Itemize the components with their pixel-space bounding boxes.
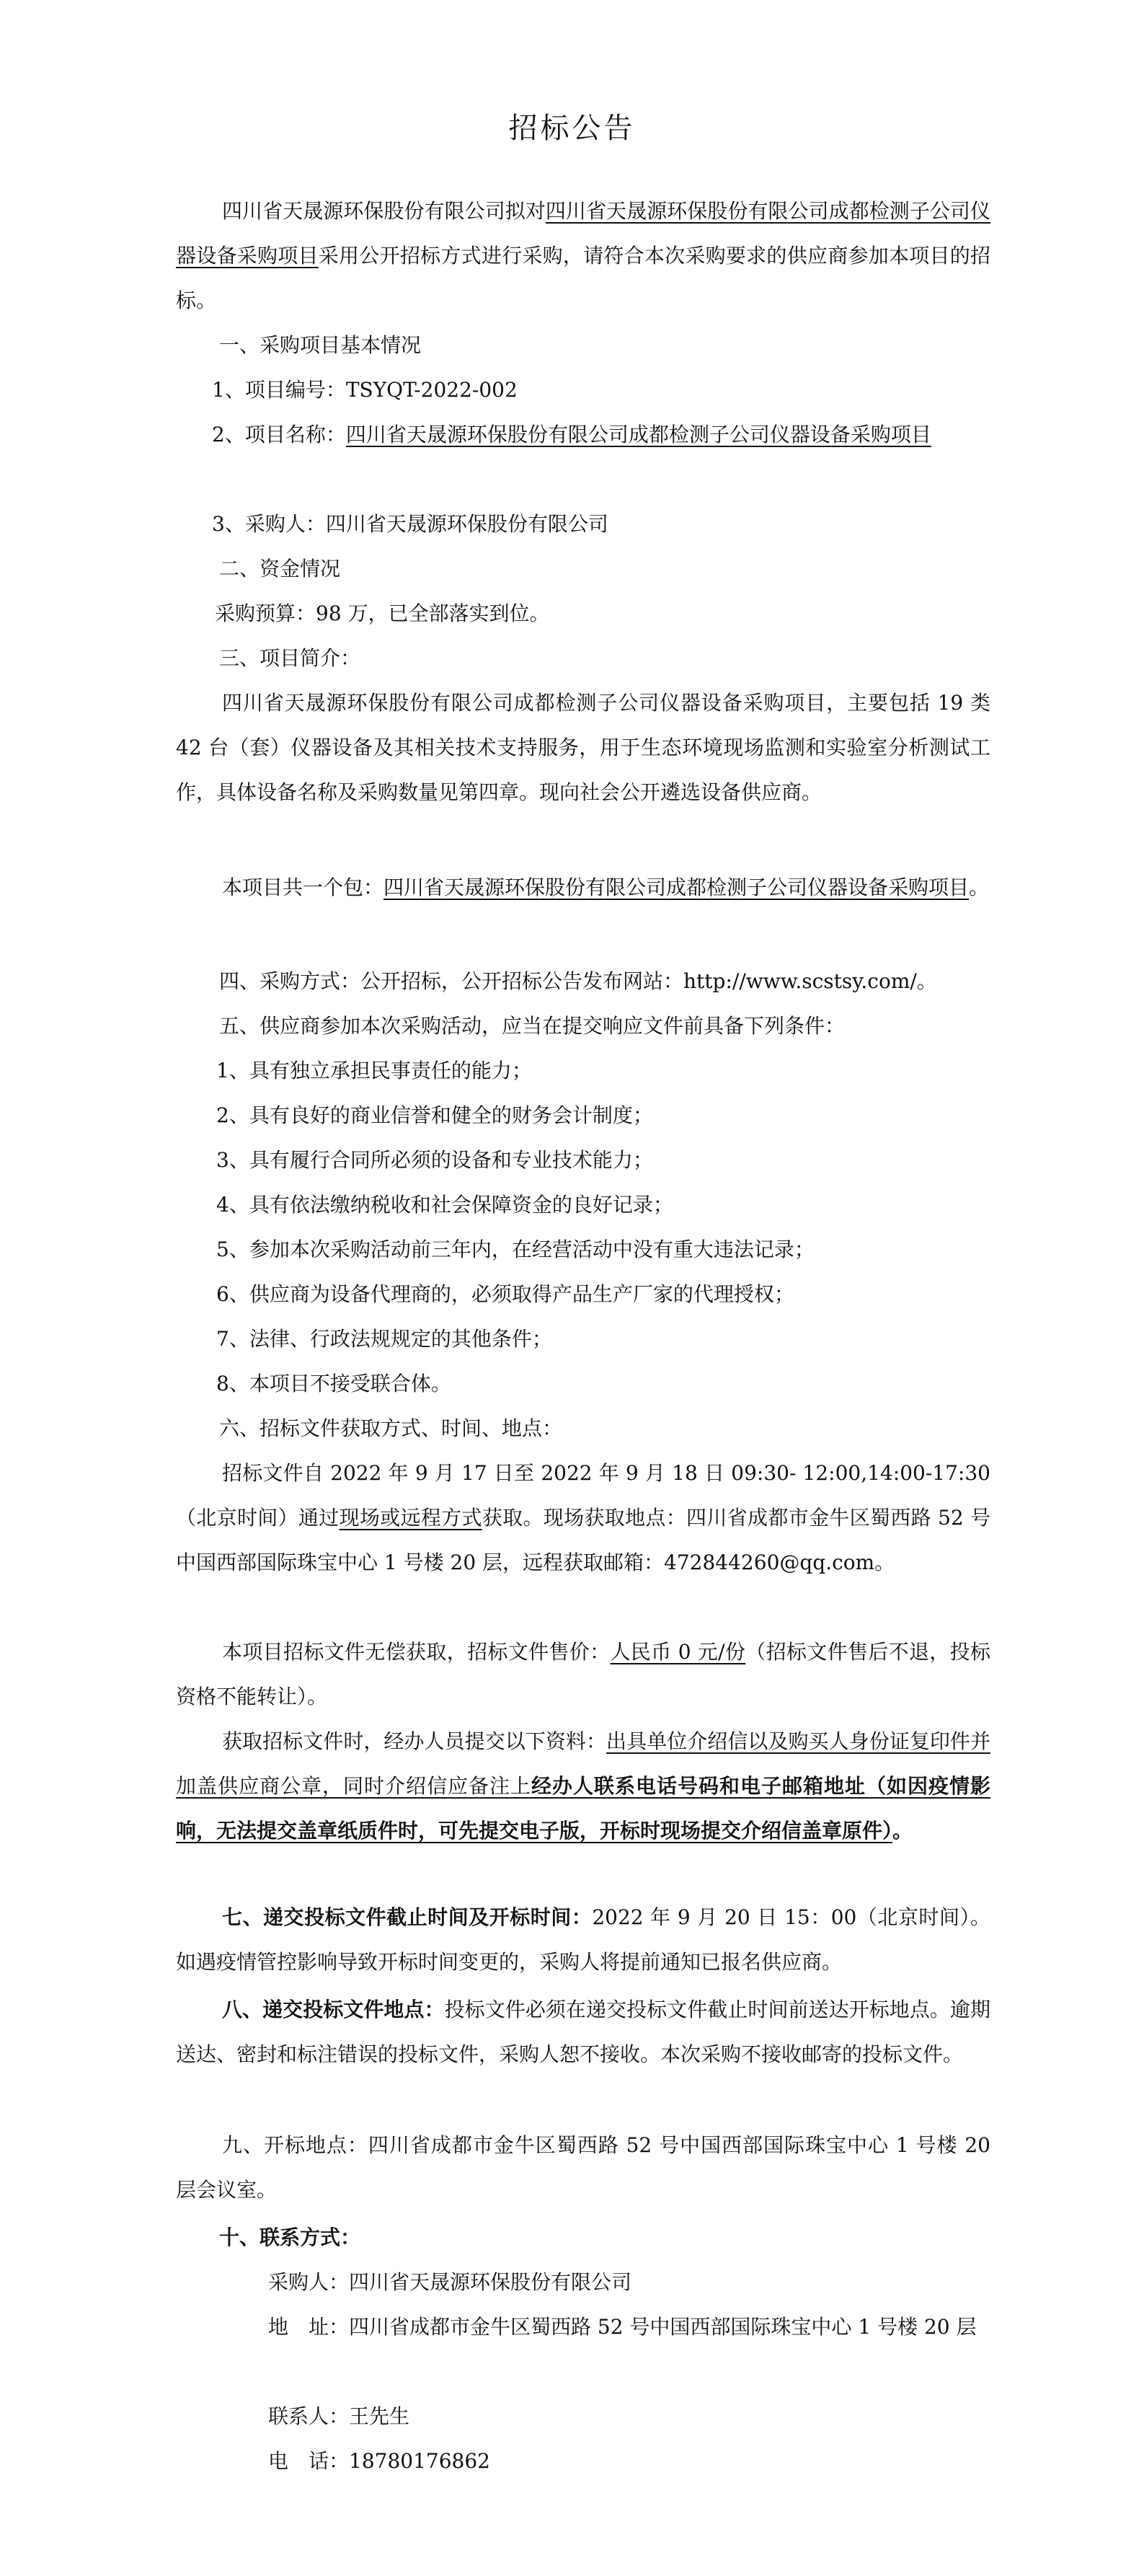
condition-3: 3、具有履行合同所必须的设备和专业技术能力； xyxy=(216,1148,653,1172)
package-pre: 本项目共一个包： xyxy=(222,875,384,899)
submission-place-paragraph xyxy=(176,1988,990,2077)
section-5-heading: 五、供应商参加本次采购活动，应当在提交响应文件前具备下列条件： xyxy=(219,1014,846,1038)
package-name: 四川省天晟源环保股份有限公司成都检测子公司仪器设备采购项目 xyxy=(383,875,970,899)
document-price-paragraph xyxy=(176,1630,990,1719)
contact-person: 联系人：王先生 xyxy=(268,2404,410,2428)
condition-4: 4、具有依法缴纳税收和社会保障资金的良好记录； xyxy=(216,1193,673,1217)
condition-8: 8、本项目不接受联合体。 xyxy=(216,1372,451,1395)
project-name-label: 2、项目名称： xyxy=(212,423,346,446)
condition-7: 7、法律、行政法规规定的其他条件； xyxy=(216,1327,552,1351)
section-2-heading: 二、资金情况 xyxy=(219,557,341,581)
intro-project-name: 四川省天晟源环保股份有限公司成都检测子公司仪器设备采购项目 xyxy=(176,199,990,268)
document-acquisition-paragraph xyxy=(176,1451,990,1585)
purchaser: 3、采购人：四川省天晟源环保股份有限公司 xyxy=(212,512,608,536)
opening-place: 九、开标地点：四川省成都市金牛区蜀西路 52 号中国西部国际珠宝中心 1 号楼 20 层会议室。 xyxy=(176,2133,990,2202)
condition-2: 2、具有良好的商业信誉和健全的财务会计制度； xyxy=(216,1103,653,1127)
project-summary: 四川省天晟源环保股份有限公司成都检测子公司仪器设备采购项目，主要包括 19 类 42 台（套）仪器设备及其相关技术支持服务，用于生态环境现场监测和实验室分析测试工作，具体设备名称及采购数量见第四章。现向社会公开遴选设备供应商。 xyxy=(176,691,990,804)
submission-place-body: 投标文件必须在递交投标文件截止时间前送达开标地点。逾期送达、密封和标注错误的投标文件，采购人恕不接收。本次采购不接收邮寄的投标文件。 xyxy=(176,1998,990,2066)
condition-6: 6、供应商为设备代理商的，必须取得产品生产厂家的代理授权； xyxy=(216,1282,794,1306)
page-title: 招标公告 xyxy=(508,112,636,145)
project-name-value: 四川省天晟源环保股份有限公司成都检测子公司仪器设备采购项目 xyxy=(345,423,931,446)
deadline-label: 七、递交投标文件截止时间及开标时间： xyxy=(222,1905,593,1929)
budget: 采购预算：98 万，已全部落实到位。 xyxy=(215,601,550,625)
package-post: 。 xyxy=(969,875,990,899)
contact-phone: 电 话：18780176862 xyxy=(268,2449,490,2473)
materials-end: 。 xyxy=(892,1819,913,1843)
price-pre: 本项目招标文件无偿获取，招标文件售价： xyxy=(222,1640,611,1664)
acquisition-time: 招标文件自 2022 年 9 月 17 日至 2022 年 9 月 18 日 09:30- 12:00,14:00-17:30（北京时间）通过 xyxy=(176,1461,990,1530)
condition-1: 1、具有独立承担民事责任的能力； xyxy=(216,1059,532,1082)
section-10-heading: 十、联系方式： xyxy=(219,2226,361,2249)
acquisition-method: 现场或远程方式 xyxy=(339,1506,482,1530)
intro-paragraph xyxy=(176,189,990,323)
acquisition-location: 获取。现场获取地点：四川省成都市金牛区蜀西路 52 号中国西部国际珠宝中心 1 号楼 20 层，远程获取邮箱：472844260@qq.com。 xyxy=(176,1506,990,1574)
intro-post: 采用公开招标方式进行采购，请符合本次采购要求的供应商参加本项目的招标。 xyxy=(176,244,990,312)
package-paragraph xyxy=(176,865,990,910)
section-3-heading: 三、项目简介： xyxy=(219,646,361,670)
deadline-body: 2022 年 9 月 20 日 15：00（北京时间）。如遇疫情管控影响导致开标时间变更的，采购人将提前通知已报名供应商。 xyxy=(176,1905,990,1974)
contact-address: 地 址：四川省成都市金牛区蜀西路 52 号中国西部国际珠宝中心 1 号楼 20 层 xyxy=(268,2315,977,2339)
deadline-paragraph xyxy=(176,1895,990,1985)
project-number: 1、项目编号：TSYQT-2022-002 xyxy=(212,378,518,402)
condition-5: 5、参加本次采购活动前三年内，在经营活动中没有重大违法记录； xyxy=(216,1238,815,1261)
contact-purchaser: 采购人：四川省天晟源环保股份有限公司 xyxy=(268,2270,632,2294)
intro-pre: 四川省天晟源环保股份有限公司拟对 xyxy=(222,199,546,223)
price-post: （招标文件售后不退，投标资格不能转让）。 xyxy=(176,1640,990,1708)
procurement-method: 四、采购方式：公开招标，公开招标公告发布网站：http://www.scstsy.com/。 xyxy=(219,969,937,993)
project-name-paragraph xyxy=(176,413,990,457)
materials-bold: 经办人联系电话号码和电子邮箱地址（如因疫情影响，无法提交盖章纸质件时，可先提交电子版，开标时现场提交介绍信盖章原件） xyxy=(176,1774,990,1843)
materials-underlined: 出具单位介绍信以及购买人身份证复印件并加盖供应商公章，同时介绍信应备注上 xyxy=(176,1729,990,1798)
required-materials-paragraph xyxy=(176,1719,990,1853)
submission-place-label: 八、递交投标文件地点： xyxy=(222,1998,445,2021)
materials-pre: 获取招标文件时，经办人员提交以下资料： xyxy=(222,1729,607,1753)
document-price: 人民币 0 元/份 xyxy=(610,1640,746,1664)
section-1-heading: 一、采购项目基本情况 xyxy=(219,333,422,357)
section-6-heading: 六、招标文件获取方式、时间、地点： xyxy=(219,1416,563,1440)
